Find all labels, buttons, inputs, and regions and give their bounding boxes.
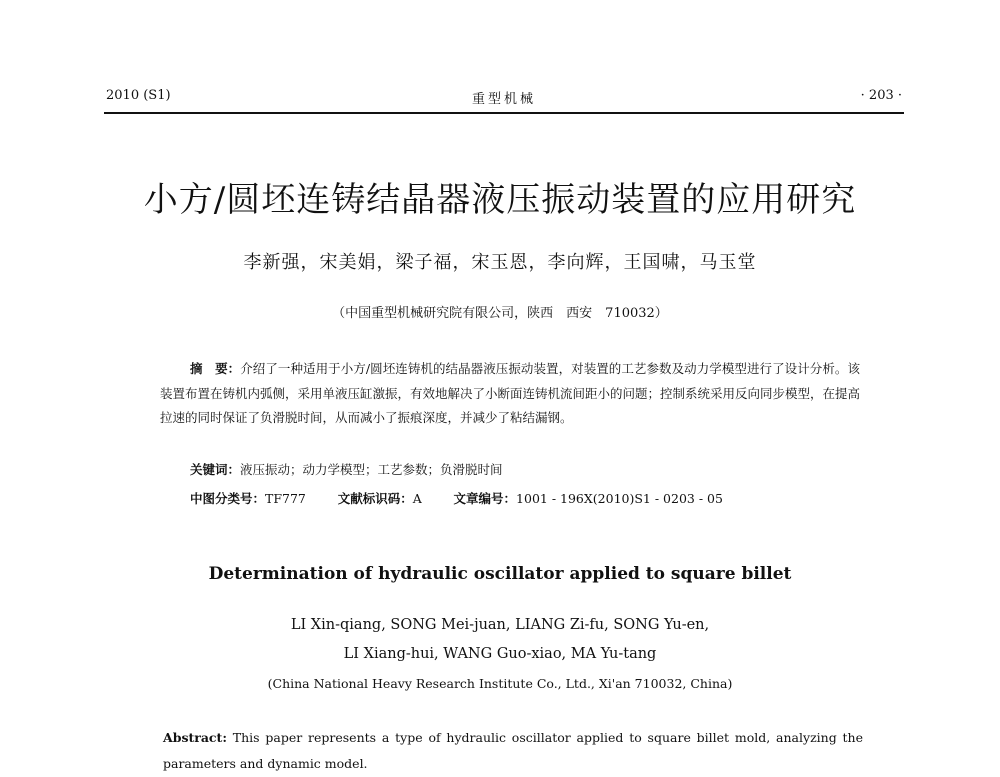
authors-en-line1: LI Xin-qiang, SONG Mei-juan, LIANG Zi-fu, SONG Yu-en, xyxy=(290,617,710,633)
doc-code-label: 文献标识码： xyxy=(337,491,413,506)
journal-name: 重型机械 xyxy=(471,92,536,107)
affiliation-cn: （中国重型机械研究院有限公司，陕西 西安 710032） xyxy=(332,306,668,321)
clc-label: 中图分类号： xyxy=(190,491,266,506)
affiliation-en: (China National Heavy Research Institute Co., Ltd., Xi'an 710032, China) xyxy=(267,676,733,691)
abstract-en-label: Abstract: xyxy=(163,730,227,745)
running-header xyxy=(104,86,904,114)
authors-en-line2: LI Xiang-hui, WANG Guo-xiao, MA Yu-tang xyxy=(343,646,657,662)
article-number-value: 1001 - 196X(2010)S1 - 0203 - 05 xyxy=(516,491,723,506)
abstract-cn-text: 介绍了一种适用于小方/圆坯连铸机的结晶器液压振动装置，对装置的工艺参数及动力学模型进行了设计分析。该装置布置在铸机内弧侧，采用单液压缸激振，有效地解决了小断面连铸机流间距小的问题；控制系统采用反向同步模型，在提高拉速的同时保证了负滑脱时间，从而减小了振痕深度，并减少了粘结漏钢。 xyxy=(160,361,861,425)
article-number-label: 文章编号： xyxy=(453,491,517,506)
abstract-cn-label: 摘 要： xyxy=(190,361,241,376)
doc-code-value: A xyxy=(412,491,422,506)
paper-title-cn: 小方/圆坯连铸结晶器液压振动装置的应用研究 xyxy=(143,180,857,220)
abstract-cn xyxy=(160,357,860,431)
keywords-cn-text: 液压振动；动力学模型；工艺参数；负滑脱时间 xyxy=(240,462,503,477)
abstract-en xyxy=(163,725,863,777)
classification-line xyxy=(190,489,723,507)
page-number: · 203 · xyxy=(860,88,902,103)
paper-title-en: Determination of hydraulic oscillator applied to square billet xyxy=(208,564,792,584)
keywords-cn xyxy=(190,460,503,478)
keywords-cn-label: 关键词： xyxy=(190,462,241,477)
abstract-en-text: This paper represents a type of hydraulic oscillator applied to square billet mold, analyzing the parameters and dynamic model. xyxy=(163,730,863,771)
journal-issue: 2010 (S1) xyxy=(106,88,171,103)
clc-value: TF777 xyxy=(265,491,306,506)
authors-cn: 李新强，宋美娟，梁子福，宋玉恩，李向辉，王国啸，马玉堂 xyxy=(243,252,757,273)
